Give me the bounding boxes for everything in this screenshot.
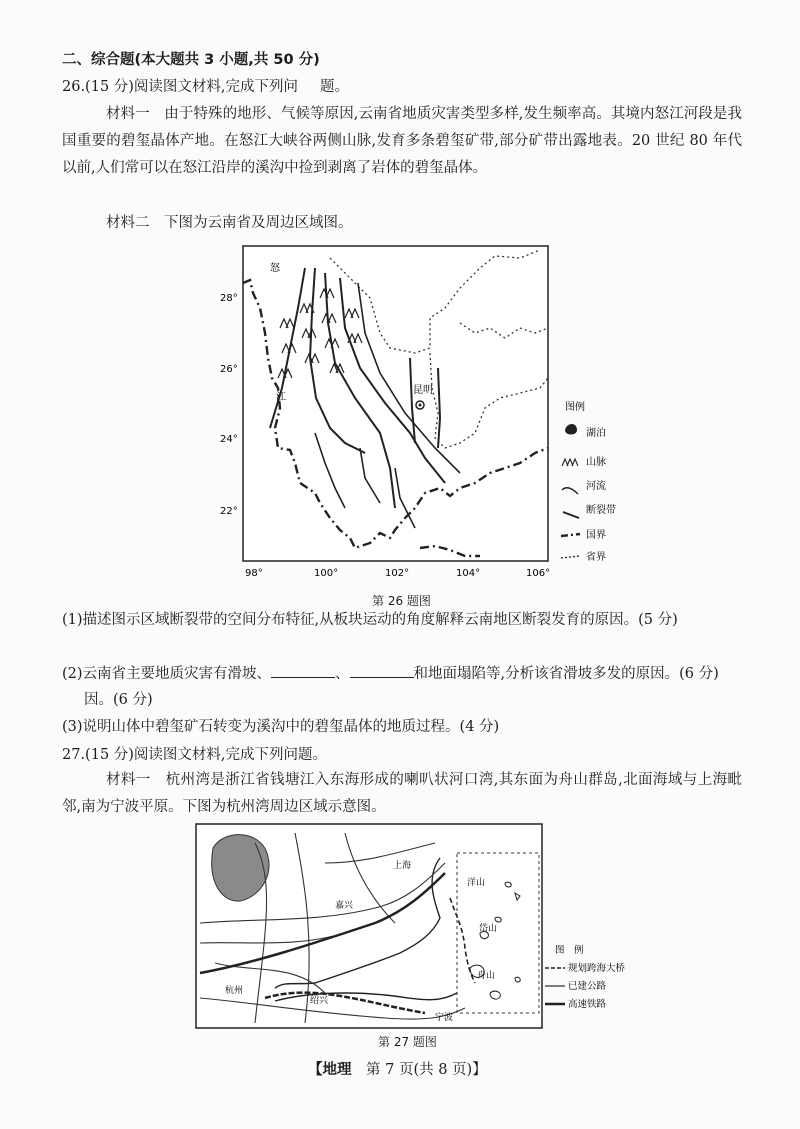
q26-sub2: [62, 663, 719, 684]
lon-label: 100°: [314, 568, 339, 579]
svg-text:山脉: 山脉: [586, 457, 606, 468]
answer-blank-2: [350, 663, 414, 678]
mountain-symbol: [562, 459, 578, 466]
svg-text:嘉兴: 嘉兴: [335, 901, 354, 911]
map-legend: [561, 400, 616, 563]
lon-label: 102°: [385, 568, 410, 579]
q27-intro: 27.(15 分)阅读图文材料,完成下列问题。: [62, 747, 328, 763]
svg-text:断裂带: 断裂带: [586, 505, 616, 516]
svg-text:河流: 河流: [586, 481, 606, 492]
q26-sub2-c: 和地面塌陷等,分析该省滑坡多发的原因。(6 分): [413, 666, 719, 682]
svg-text:洋山: 洋山: [467, 878, 486, 888]
map-frame: [243, 246, 548, 561]
lat-label: 22°: [220, 506, 238, 517]
lake-symbol: [565, 424, 577, 435]
svg-text:杭州: 杭州: [225, 986, 244, 996]
svg-text:舟山: 舟山: [477, 971, 496, 981]
lon-label: 104°: [456, 568, 481, 579]
fault-symbol: [563, 512, 579, 518]
border-symbol: [561, 534, 580, 536]
q26-intro-text: 26.(15 分)阅读图文材料,完成下列问: [62, 79, 299, 95]
q26-sub2-b: 、: [335, 666, 350, 682]
q26-intro-tail: 题。: [320, 79, 350, 95]
q26-material2: 材料二 下图为云南省及周边区域图。: [106, 215, 353, 231]
svg-text:图例: 图例: [565, 402, 585, 413]
footer-subject: 【地理: [308, 1062, 352, 1078]
yunnan-map: [220, 238, 620, 588]
footer-page: 第 7 页(共 8 页)】: [366, 1062, 487, 1078]
river-label-nu: 怒: [270, 263, 280, 274]
river-label-jiang: 江: [276, 392, 286, 403]
lat-label: 24°: [220, 434, 238, 445]
province-symbol: [561, 556, 580, 558]
lon-label: 106°: [526, 568, 551, 579]
lat-label: 26°: [220, 364, 238, 375]
section-title: 二、综合题(本大题共 3 小题,共 50 分): [62, 52, 320, 68]
svg-text:高速铁路: 高速铁路: [568, 999, 607, 1010]
answer-blank-1: [271, 663, 335, 678]
lat-label: 28°: [220, 293, 238, 304]
q26-sub2-a: (2)云南省主要地质灾害有滑坡、: [62, 666, 272, 682]
svg-text:已建公路: 已建公路: [568, 981, 607, 992]
svg-text:岱山: 岱山: [479, 924, 498, 934]
lon-label: 98°: [245, 568, 263, 579]
q26-caption: 第 26 题图: [372, 594, 431, 608]
svg-text:国界: 国界: [586, 530, 606, 541]
q26-sub1: (1)描述图示区域断裂带的空间分布特征,从板块运动的角度解释云南地区断裂发育的原因。(5 分): [62, 612, 678, 628]
page-footer: [308, 1060, 487, 1080]
hangzhou-bay-map: [195, 823, 626, 1033]
kunming-label: 昆明: [413, 385, 433, 396]
q27-material1: 材料一 杭州湾是浙江省钱塘江入东海形成的喇叭状河口湾,其东面为舟山群岛,北面海域与上海毗邻,南为宁波平原。下图为杭州湾周边区域示意图。: [62, 772, 742, 815]
svg-text:规划跨海大桥: 规划跨海大桥: [568, 963, 626, 974]
q26-sub2-points: 因。(6 分): [84, 692, 153, 708]
svg-text:宁波: 宁波: [435, 1013, 454, 1023]
svg-text:湖泊: 湖泊: [586, 428, 606, 439]
svg-text:绍兴: 绍兴: [310, 996, 329, 1006]
q26-sub3: (3)说明山体中碧玺矿石转变为溪沟中的碧玺晶体的地质过程。(4 分): [62, 719, 500, 735]
svg-text:上海: 上海: [393, 861, 412, 871]
q26-material1: 材料一 由于特殊的地形、气候等原因,云南省地质灾害类型多样,发生频率高。其境内怒江河段是我国重要的碧玺晶体产地。在怒江大峡谷两侧山脉,发育多条碧玺矿带,部分矿带出露地表。20 世纪 80 年代以前,人们常可以在怒江沿岸的溪沟中捡到剥离了岩体的碧玺晶体。: [62, 106, 742, 176]
river-symbol: [562, 488, 578, 494]
svg-text:省界: 省界: [586, 552, 606, 563]
q27-caption: 第 27 题图: [378, 1035, 437, 1049]
map-legend: [545, 944, 626, 1010]
svg-text:图 例: 图 例: [555, 945, 584, 956]
q26-intro: [62, 77, 349, 97]
